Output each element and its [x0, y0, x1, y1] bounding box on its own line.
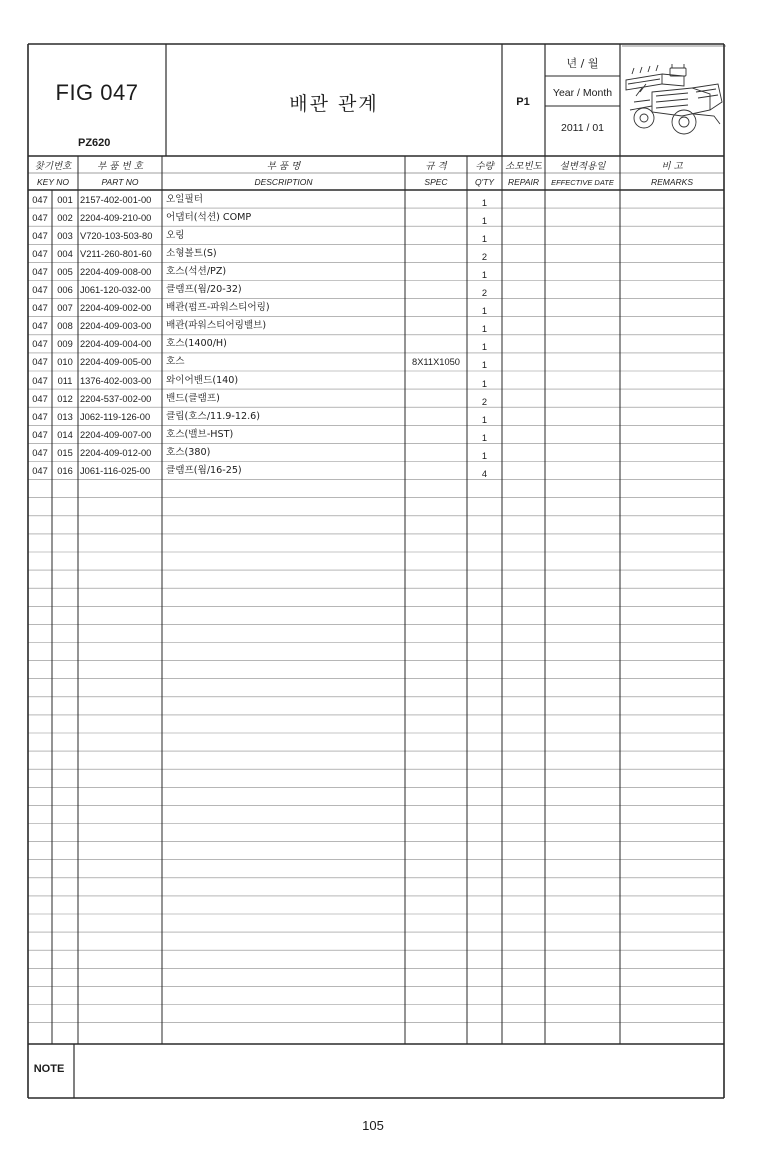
- column-header-effective-date-en: EFFECTIVE DATE: [551, 177, 614, 187]
- fig-number: 047: [32, 339, 48, 350]
- part-spec: [405, 372, 467, 390]
- part-number: 2204-409-005-00: [80, 357, 152, 368]
- table-row: [28, 299, 724, 317]
- fig-number: 047: [32, 248, 48, 259]
- part-number: 2204-409-007-00: [80, 429, 152, 440]
- part-quantity: 4: [481, 469, 488, 479]
- fig-number: 047: [32, 194, 48, 205]
- page-code: P1: [516, 96, 530, 108]
- part-number: 2204-409-004-00: [80, 339, 152, 350]
- part-description: 소형볼트(S): [166, 247, 217, 259]
- key-number: 014: [57, 429, 73, 440]
- part-spec: [405, 408, 467, 426]
- year-month-ko-label: 년 / 월: [566, 57, 599, 70]
- key-number: 016: [57, 466, 73, 476]
- part-spec: [405, 191, 467, 209]
- key-number: 012: [57, 393, 73, 404]
- table-row: [28, 426, 724, 444]
- revision-date: 2011 / 01: [560, 122, 604, 134]
- key-number: 001: [57, 194, 73, 205]
- part-description: 호스(석션/PZ): [166, 265, 227, 277]
- fig-number: 047: [32, 466, 48, 476]
- model-name: PZ620: [78, 137, 111, 149]
- part-number: V720-103-503-80: [80, 230, 153, 241]
- fig-number: 047: [32, 393, 48, 404]
- part-number: 2204-409-008-00: [80, 266, 152, 277]
- part-quantity: 1: [481, 342, 488, 353]
- part-number: 2157-402-001-00: [80, 194, 152, 205]
- part-description: 와이어밴드(140): [166, 374, 239, 386]
- part-spec: [405, 335, 467, 353]
- column-header-spec-ko: 규 격: [425, 161, 447, 172]
- part-description: 호스(1400/H): [166, 338, 227, 350]
- key-number: 013: [57, 411, 73, 422]
- key-number: 004: [57, 248, 73, 259]
- column-header-description-ko: 부 품 명: [266, 161, 301, 172]
- column-header-qty-en: Q'TY: [474, 177, 495, 187]
- part-description: 배관(파워스티어링밸브): [166, 320, 267, 332]
- part-number: 1376-402-003-00: [80, 375, 152, 386]
- fig-number: 047: [32, 321, 48, 332]
- key-number: 003: [57, 230, 73, 241]
- column-header-remarks-ko: 비 고: [661, 161, 683, 172]
- fig-number: 047: [32, 411, 48, 422]
- part-spec: [405, 281, 467, 299]
- part-number: 2204-537-002-00: [80, 393, 152, 404]
- column-header-remarks-en: REMARKS: [650, 177, 694, 187]
- table-row: [28, 408, 724, 426]
- part-spec: [405, 444, 467, 462]
- part-description: 클램프(웜/20-32): [166, 284, 242, 295]
- part-quantity: 1: [481, 324, 488, 335]
- fig-number: 047: [32, 375, 48, 386]
- fig-number: 047: [32, 429, 48, 440]
- table-row: [28, 462, 724, 480]
- key-number: 005: [57, 266, 73, 277]
- part-spec: [405, 462, 467, 480]
- part-quantity: 2: [481, 288, 488, 298]
- figure-number: FIG 047: [55, 80, 139, 105]
- part-quantity: 1: [481, 450, 488, 461]
- part-description: 오링: [166, 229, 185, 241]
- table-row: [28, 317, 724, 335]
- column-header-key-no-en: KEY NO: [37, 177, 69, 187]
- part-quantity: 1: [481, 233, 488, 244]
- table-row: [28, 209, 724, 227]
- fig-number: 047: [32, 357, 48, 368]
- part-spec: [405, 227, 467, 245]
- part-description: 클립(호스/11.9-12.6): [166, 410, 260, 422]
- column-header-part-no-ko: 부 품 번 호: [97, 161, 143, 172]
- fig-number: 047: [32, 285, 48, 295]
- part-quantity: 1: [481, 306, 488, 317]
- table-row: [28, 353, 724, 371]
- part-spec: [405, 390, 467, 408]
- key-number: 011: [57, 375, 73, 386]
- part-spec: [405, 317, 467, 335]
- table-row: [28, 444, 724, 462]
- part-quantity: 1: [481, 215, 488, 226]
- part-number: V211-260-801-60: [80, 248, 152, 259]
- part-description: 클램프(웜/16-25): [166, 465, 242, 476]
- column-header-key-no-ko: 찾기번호: [34, 161, 72, 172]
- key-number: 009: [57, 339, 73, 350]
- rice-transplanter-illustration-icon: [622, 62, 728, 142]
- part-number: 2204-409-210-00: [80, 212, 152, 223]
- fig-number: 047: [32, 303, 48, 314]
- part-quantity: 1: [481, 269, 488, 280]
- part-number: J061-116-025-00: [80, 466, 151, 476]
- part-quantity: 2: [481, 396, 488, 407]
- part-number: 2204-409-002-00: [80, 303, 152, 314]
- part-spec: [405, 263, 467, 281]
- part-spec: [405, 209, 467, 227]
- table-row: [28, 191, 724, 209]
- fig-number: 047: [32, 212, 48, 223]
- part-quantity: 1: [481, 432, 488, 443]
- column-header-repair-ko: 소모빈도: [505, 161, 542, 172]
- page-title: 배관 관계: [289, 92, 379, 115]
- column-header-effective-date-ko: 설변적용일: [559, 161, 606, 172]
- part-number: J061-120-032-00: [80, 285, 151, 295]
- key-number: 007: [57, 303, 73, 314]
- column-header-spec-en: SPEC: [424, 177, 448, 187]
- fig-number: 047: [32, 230, 48, 241]
- table-row: [28, 245, 724, 263]
- part-spec: 8X11X1050: [412, 357, 460, 368]
- part-quantity: 1: [481, 378, 488, 389]
- year-month-en-label: Year / Month: [552, 87, 613, 99]
- fig-number: 047: [32, 447, 48, 458]
- part-number: 2204-409-012-00: [80, 447, 152, 458]
- page-number: 105: [362, 1117, 384, 1133]
- column-header-part-no-en: PART NO: [101, 177, 139, 187]
- column-header-description-en: DESCRIPTION: [254, 177, 313, 187]
- part-number: J062-119-126-00: [80, 411, 151, 422]
- fig-number: 047: [32, 266, 48, 277]
- part-quantity: 1: [481, 414, 488, 425]
- key-number: 008: [57, 321, 73, 332]
- key-number: 010: [57, 357, 73, 368]
- table-row: [28, 227, 724, 245]
- table-row: [28, 263, 724, 281]
- part-spec: [405, 426, 467, 444]
- key-number: 006: [57, 285, 73, 295]
- part-description: 배관(펌프-파워스티어링): [166, 302, 270, 314]
- part-quantity: 1: [481, 197, 488, 208]
- part-description: 어댑터(석션) COMP: [166, 211, 252, 223]
- table-row: [28, 372, 724, 390]
- table-row: [28, 390, 724, 408]
- key-number: 015: [57, 447, 73, 458]
- part-quantity: 1: [481, 360, 488, 371]
- part-quantity: 2: [481, 251, 488, 262]
- part-description: 오일필터: [166, 193, 204, 205]
- column-header-repair-en: REPAIR: [507, 177, 540, 187]
- part-spec: [405, 245, 467, 263]
- part-spec: [405, 299, 467, 317]
- note-label: NOTE: [33, 1063, 65, 1075]
- table-row: [28, 281, 724, 299]
- part-description: 밴드(클램프): [166, 392, 220, 404]
- key-number: 002: [57, 212, 73, 223]
- part-number: 2204-409-003-00: [80, 321, 152, 332]
- part-description: 호스(380): [166, 446, 211, 458]
- part-description: 호스(밸브-HST): [166, 428, 234, 440]
- table-row: [28, 335, 724, 353]
- column-header-qty-ko: 수량: [475, 161, 494, 172]
- part-description: 호스: [166, 356, 185, 368]
